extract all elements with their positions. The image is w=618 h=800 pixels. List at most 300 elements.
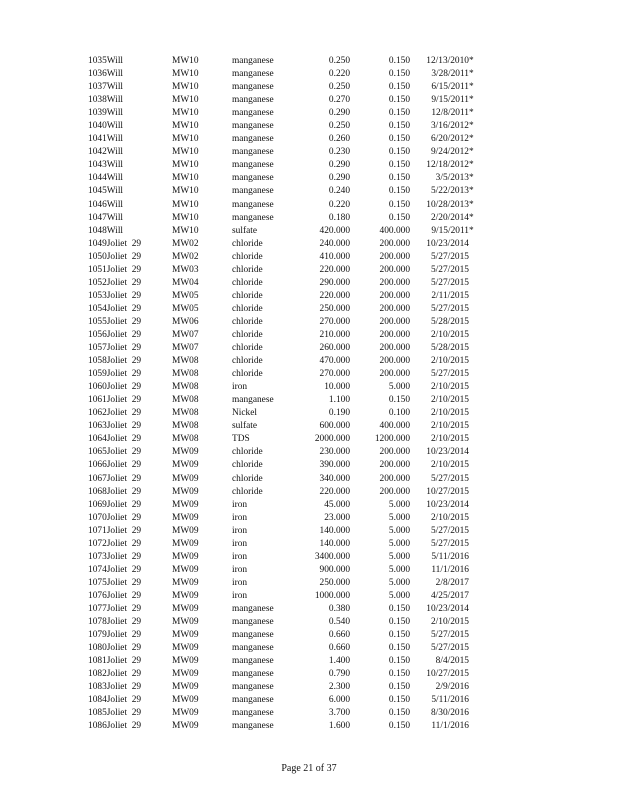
row-id-cell <box>88 394 172 407</box>
well-cell: MW09 <box>172 577 199 588</box>
row-id-cell <box>88 55 172 68</box>
table-row <box>88 316 479 329</box>
standard-cell: 200.000 <box>379 460 410 471</box>
record-number: 1038 <box>88 95 107 106</box>
record-number: 1083 <box>88 682 107 693</box>
table-row <box>88 199 479 212</box>
standard-cell: 5.000 <box>388 512 410 523</box>
well-cell: MW09 <box>172 630 199 641</box>
well-cell: MW09 <box>172 656 199 667</box>
date-cell: 2/10/2015 <box>430 408 469 419</box>
result-cell: 140.000 <box>319 538 350 549</box>
flag-cell <box>469 355 479 368</box>
site-name: Joliet 29 <box>106 356 142 367</box>
standard-cell: 0.150 <box>388 121 410 132</box>
parameter-cell: manganese <box>232 603 274 614</box>
flag-cell <box>469 538 479 551</box>
table-row <box>88 525 479 538</box>
parameter-cell: manganese <box>232 69 274 80</box>
parameter-cell: manganese <box>232 643 274 654</box>
row-id-cell <box>88 603 172 616</box>
row-id-cell <box>88 342 172 355</box>
well-cell: MW08 <box>172 421 199 432</box>
table-row <box>88 107 479 120</box>
flag-cell <box>469 720 479 733</box>
flag-cell <box>469 459 479 472</box>
parameter-cell: manganese <box>232 695 274 706</box>
record-number: 1061 <box>88 395 107 406</box>
result-cell: 1.400 <box>328 656 350 667</box>
row-id-cell <box>88 94 172 107</box>
table-row <box>88 68 479 81</box>
date-cell: 10/23/2014 <box>426 447 469 458</box>
well-cell: MW09 <box>172 590 199 601</box>
parameter-cell: chloride <box>232 447 263 458</box>
standard-cell: 0.150 <box>388 82 410 93</box>
table-row <box>88 707 479 720</box>
result-cell: 1.100 <box>328 395 350 406</box>
flag-cell: * <box>469 121 474 132</box>
standard-cell: 5.000 <box>388 590 410 601</box>
well-cell: MW10 <box>172 186 199 197</box>
row-id-cell <box>88 303 172 316</box>
flag-cell <box>469 473 479 486</box>
table-row <box>88 655 479 668</box>
parameter-cell: chloride <box>232 277 263 288</box>
date-cell: 12/8/2011 <box>431 108 469 119</box>
result-cell: 290.000 <box>319 277 350 288</box>
result-cell: 6.000 <box>328 695 350 706</box>
result-cell: 390.000 <box>319 460 350 471</box>
parameter-cell: manganese <box>232 630 274 641</box>
site-name: Will <box>106 199 124 210</box>
record-number: 1084 <box>88 695 107 706</box>
site-name: Joliet 29 <box>106 669 142 680</box>
well-cell: MW10 <box>172 56 199 66</box>
row-id-cell <box>88 486 172 499</box>
record-number: 1046 <box>88 199 107 210</box>
standard-cell: 0.150 <box>388 95 410 106</box>
site-name: Will <box>106 121 124 132</box>
row-id-cell <box>88 616 172 629</box>
table-row <box>88 303 479 316</box>
parameter-cell: chloride <box>232 303 263 314</box>
parameter-cell: manganese <box>232 212 274 223</box>
date-cell: 5/27/2015 <box>430 303 469 314</box>
site-name: Joliet 29 <box>106 656 142 667</box>
well-cell: MW10 <box>172 160 199 171</box>
table-row <box>88 616 479 629</box>
well-cell: MW07 <box>172 343 199 354</box>
date-cell: 2/10/2015 <box>430 460 469 471</box>
flag-cell <box>469 590 479 603</box>
well-cell: MW09 <box>172 564 199 575</box>
parameter-cell: chloride <box>232 251 263 262</box>
parameter-cell: chloride <box>232 486 263 497</box>
table-row <box>88 629 479 642</box>
result-cell: 0.250 <box>328 56 350 66</box>
row-id-cell <box>88 720 172 733</box>
record-number: 1041 <box>88 134 107 145</box>
record-number: 1086 <box>88 721 107 732</box>
record-number: 1085 <box>88 708 107 719</box>
well-cell: MW10 <box>172 147 199 158</box>
row-id-cell <box>88 473 172 486</box>
table-row <box>88 564 479 577</box>
result-cell: 210.000 <box>319 329 350 340</box>
site-name: Joliet 29 <box>106 643 142 654</box>
well-cell: MW08 <box>172 369 199 380</box>
standard-cell: 200.000 <box>379 251 410 262</box>
result-cell: 250.000 <box>319 303 350 314</box>
result-cell: 140.000 <box>319 525 350 536</box>
date-cell: 10/27/2015 <box>426 486 469 497</box>
well-cell: MW09 <box>172 603 199 614</box>
flag-cell <box>469 368 479 381</box>
table-row <box>88 694 479 707</box>
table-row <box>88 512 479 525</box>
result-cell: 220.000 <box>319 264 350 275</box>
date-cell: 2/10/2015 <box>430 512 469 523</box>
record-number: 1059 <box>88 369 107 380</box>
parameter-cell: iron <box>232 590 248 601</box>
date-cell: 2/10/2015 <box>430 329 469 340</box>
standard-cell: 200.000 <box>379 290 410 301</box>
parameter-cell: chloride <box>232 264 263 275</box>
site-name: Joliet 29 <box>106 525 142 536</box>
well-cell: MW08 <box>172 395 199 406</box>
standard-cell: 5.000 <box>388 499 410 510</box>
site-name: Joliet 29 <box>106 421 142 432</box>
row-id-cell <box>88 81 172 94</box>
site-name: Joliet 29 <box>106 630 142 641</box>
flag-cell: * <box>469 173 474 184</box>
parameter-cell: manganese <box>232 147 274 158</box>
record-number: 1072 <box>88 538 107 549</box>
table-row <box>88 681 479 694</box>
row-id-cell <box>88 316 172 329</box>
site-name: Will <box>106 82 124 93</box>
well-cell: MW09 <box>172 499 199 510</box>
row-id-cell <box>88 146 172 159</box>
result-cell: 0.250 <box>328 121 350 132</box>
parameter-cell: chloride <box>232 290 263 301</box>
date-cell: 2/8/2017 <box>435 577 469 588</box>
result-cell: 2.300 <box>328 682 350 693</box>
flag-cell <box>469 433 479 446</box>
parameter-cell: sulfate <box>232 225 257 236</box>
site-name: Will <box>106 108 124 119</box>
date-cell: 5/27/2015 <box>430 277 469 288</box>
well-cell: MW10 <box>172 69 199 80</box>
site-name: Will <box>106 225 124 236</box>
flag-cell: * <box>469 147 474 158</box>
flag-cell <box>469 551 479 564</box>
date-cell: 10/23/2014 <box>426 603 469 614</box>
flag-cell <box>469 394 479 407</box>
table-row <box>88 420 479 433</box>
record-number: 1042 <box>88 147 107 158</box>
table-row <box>88 551 479 564</box>
standard-cell: 200.000 <box>379 238 410 249</box>
record-number: 1058 <box>88 356 107 367</box>
standard-cell: 0.150 <box>388 721 410 732</box>
standard-cell: 1200.000 <box>374 434 410 445</box>
table-row <box>88 407 479 420</box>
site-name: Will <box>106 160 124 171</box>
row-id-cell <box>88 133 172 146</box>
result-cell: 0.660 <box>328 630 350 641</box>
record-number: 1048 <box>88 225 107 236</box>
flag-cell <box>469 381 479 394</box>
date-cell: 12/13/2010 <box>426 56 469 66</box>
parameter-cell: chloride <box>232 369 263 380</box>
row-id-cell <box>88 707 172 720</box>
record-number: 1051 <box>88 264 107 275</box>
site-name: Joliet 29 <box>106 329 142 340</box>
table-row <box>88 290 479 303</box>
result-cell: 420.000 <box>319 225 350 236</box>
parameter-cell: TDS <box>232 434 250 445</box>
date-cell: 2/10/2015 <box>430 617 469 628</box>
record-number: 1036 <box>88 69 107 80</box>
date-cell: 5/28/2015 <box>430 343 469 354</box>
table-row <box>88 459 479 472</box>
site-name: Will <box>106 95 124 106</box>
table-row <box>88 55 479 68</box>
record-number: 1077 <box>88 603 107 614</box>
well-cell: MW10 <box>172 121 199 132</box>
date-cell: 5/27/2015 <box>430 473 469 484</box>
result-cell: 0.540 <box>328 617 350 628</box>
well-cell: MW05 <box>172 290 199 301</box>
record-number: 1039 <box>88 108 107 119</box>
table-row <box>88 81 479 94</box>
record-number: 1060 <box>88 382 107 393</box>
parameter-cell: manganese <box>232 108 274 119</box>
row-id-cell <box>88 551 172 564</box>
site-name: Joliet 29 <box>106 382 142 393</box>
row-id-cell <box>88 525 172 538</box>
site-name: Joliet 29 <box>106 499 142 510</box>
well-cell: MW09 <box>172 721 199 732</box>
site-name: Joliet 29 <box>106 343 142 354</box>
row-id-cell <box>88 277 172 290</box>
result-cell: 0.380 <box>328 603 350 614</box>
result-cell: 2000.000 <box>314 434 350 445</box>
flag-cell <box>469 668 479 681</box>
table-row <box>88 486 479 499</box>
site-name: Joliet 29 <box>106 447 142 458</box>
table-row <box>88 381 479 394</box>
flag-cell: * <box>469 134 474 145</box>
record-number: 1043 <box>88 160 107 171</box>
flag-cell <box>469 238 479 251</box>
flag-cell: * <box>469 186 474 197</box>
standard-cell: 200.000 <box>379 486 410 497</box>
parameter-cell: manganese <box>232 721 274 732</box>
parameter-cell: iron <box>232 551 248 562</box>
well-cell: MW02 <box>172 251 199 262</box>
flag-cell <box>469 694 479 707</box>
date-cell: 3/5/2013 <box>435 173 469 184</box>
row-id-cell <box>88 172 172 185</box>
result-cell: 0.240 <box>328 186 350 197</box>
standard-cell: 5.000 <box>388 564 410 575</box>
flag-cell: * <box>469 199 474 210</box>
standard-cell: 0.150 <box>388 395 410 406</box>
date-cell: 11/1/2016 <box>431 721 469 732</box>
well-cell: MW09 <box>172 617 199 628</box>
date-cell: 5/27/2015 <box>430 525 469 536</box>
parameter-cell: manganese <box>232 708 274 719</box>
well-cell: MW09 <box>172 708 199 719</box>
standard-cell: 0.150 <box>388 108 410 119</box>
site-name: Joliet 29 <box>106 590 142 601</box>
standard-cell: 5.000 <box>388 538 410 549</box>
standard-cell: 0.150 <box>388 134 410 145</box>
well-cell: MW10 <box>172 199 199 210</box>
site-name: Joliet 29 <box>106 708 142 719</box>
well-cell: MW08 <box>172 356 199 367</box>
well-cell: MW09 <box>172 460 199 471</box>
well-cell: MW09 <box>172 682 199 693</box>
flag-cell <box>469 316 479 329</box>
site-name: Joliet 29 <box>106 369 142 380</box>
date-cell: 2/10/2015 <box>430 356 469 367</box>
standard-cell: 200.000 <box>379 447 410 458</box>
date-cell: 9/15/2011 <box>431 225 469 236</box>
row-id-cell <box>88 381 172 394</box>
row-id-cell <box>88 668 172 681</box>
flag-cell: * <box>469 212 474 223</box>
date-cell: 5/11/2016 <box>431 551 469 562</box>
date-cell: 2/10/2015 <box>430 421 469 432</box>
site-name: Joliet 29 <box>106 408 142 419</box>
result-cell: 0.660 <box>328 643 350 654</box>
record-number: 1062 <box>88 408 107 419</box>
result-cell: 250.000 <box>319 577 350 588</box>
date-cell: 2/10/2015 <box>430 395 469 406</box>
record-number: 1070 <box>88 512 107 523</box>
parameter-cell: iron <box>232 564 248 575</box>
flag-cell <box>469 329 479 342</box>
standard-cell: 0.150 <box>388 199 410 210</box>
standard-cell: 0.150 <box>388 186 410 197</box>
parameter-cell: manganese <box>232 173 274 184</box>
date-cell: 5/22/2013 <box>430 186 469 197</box>
row-id-cell <box>88 264 172 277</box>
standard-cell: 5.000 <box>388 577 410 588</box>
flag-cell <box>469 499 479 512</box>
exceedance-table <box>88 55 479 733</box>
result-cell: 0.260 <box>328 134 350 145</box>
flag-cell <box>469 486 479 499</box>
parameter-cell: chloride <box>232 460 263 471</box>
site-name: Will <box>106 147 124 158</box>
well-cell: MW09 <box>172 669 199 680</box>
table-row <box>88 94 479 107</box>
row-id-cell <box>88 329 172 342</box>
table-row <box>88 212 479 225</box>
parameter-cell: manganese <box>232 199 274 210</box>
record-number: 1045 <box>88 186 107 197</box>
flag-cell <box>469 251 479 264</box>
row-id-cell <box>88 433 172 446</box>
row-id-cell <box>88 642 172 655</box>
standard-cell: 0.150 <box>388 630 410 641</box>
flag-cell <box>469 564 479 577</box>
table-row <box>88 264 479 277</box>
flag-cell <box>469 342 479 355</box>
standard-cell: 200.000 <box>379 473 410 484</box>
flag-cell: * <box>469 69 474 80</box>
well-cell: MW08 <box>172 382 199 393</box>
parameter-cell: manganese <box>232 617 274 628</box>
well-cell: MW05 <box>172 303 199 314</box>
result-cell: 10.000 <box>324 382 350 393</box>
site-name: Joliet 29 <box>106 316 142 327</box>
parameter-cell: iron <box>232 538 248 549</box>
standard-cell: 0.150 <box>388 695 410 706</box>
table-row <box>88 355 479 368</box>
well-cell: MW10 <box>172 82 199 93</box>
date-cell: 4/25/2017 <box>430 590 469 601</box>
parameter-cell: manganese <box>232 656 274 667</box>
table-row <box>88 499 479 512</box>
site-name: Joliet 29 <box>106 682 142 693</box>
result-cell: 0.250 <box>328 82 350 93</box>
date-cell: 2/10/2015 <box>430 434 469 445</box>
parameter-cell: iron <box>232 577 248 588</box>
result-cell: 3.700 <box>328 708 350 719</box>
site-name: Joliet 29 <box>106 617 142 628</box>
date-cell: 2/10/2015 <box>430 382 469 393</box>
parameter-cell: iron <box>232 382 248 393</box>
well-cell: MW04 <box>172 277 199 288</box>
parameter-cell: manganese <box>232 682 274 693</box>
table-row <box>88 577 479 590</box>
row-id-cell <box>88 251 172 264</box>
result-cell: 0.290 <box>328 173 350 184</box>
record-number: 1057 <box>88 343 107 354</box>
table-row <box>88 433 479 446</box>
record-number: 1071 <box>88 525 107 536</box>
table-row <box>88 342 479 355</box>
row-id-cell <box>88 68 172 81</box>
well-cell: MW09 <box>172 643 199 654</box>
row-id-cell <box>88 564 172 577</box>
date-cell: 9/15/2011 <box>431 95 469 106</box>
well-cell: MW10 <box>172 134 199 145</box>
well-cell: MW10 <box>172 95 199 106</box>
date-cell: 5/27/2015 <box>430 643 469 654</box>
date-cell: 5/27/2015 <box>430 630 469 641</box>
well-cell: MW09 <box>172 695 199 706</box>
row-id-cell <box>88 655 172 668</box>
standard-cell: 0.150 <box>388 173 410 184</box>
standard-cell: 0.150 <box>388 708 410 719</box>
flag-cell <box>469 681 479 694</box>
result-cell: 0.290 <box>328 160 350 171</box>
site-name: Joliet 29 <box>106 395 142 406</box>
parameter-cell: manganese <box>232 82 274 93</box>
row-id-cell <box>88 446 172 459</box>
standard-cell: 0.150 <box>388 643 410 654</box>
row-id-cell <box>88 185 172 198</box>
table-row <box>88 120 479 133</box>
site-name: Joliet 29 <box>106 251 142 262</box>
